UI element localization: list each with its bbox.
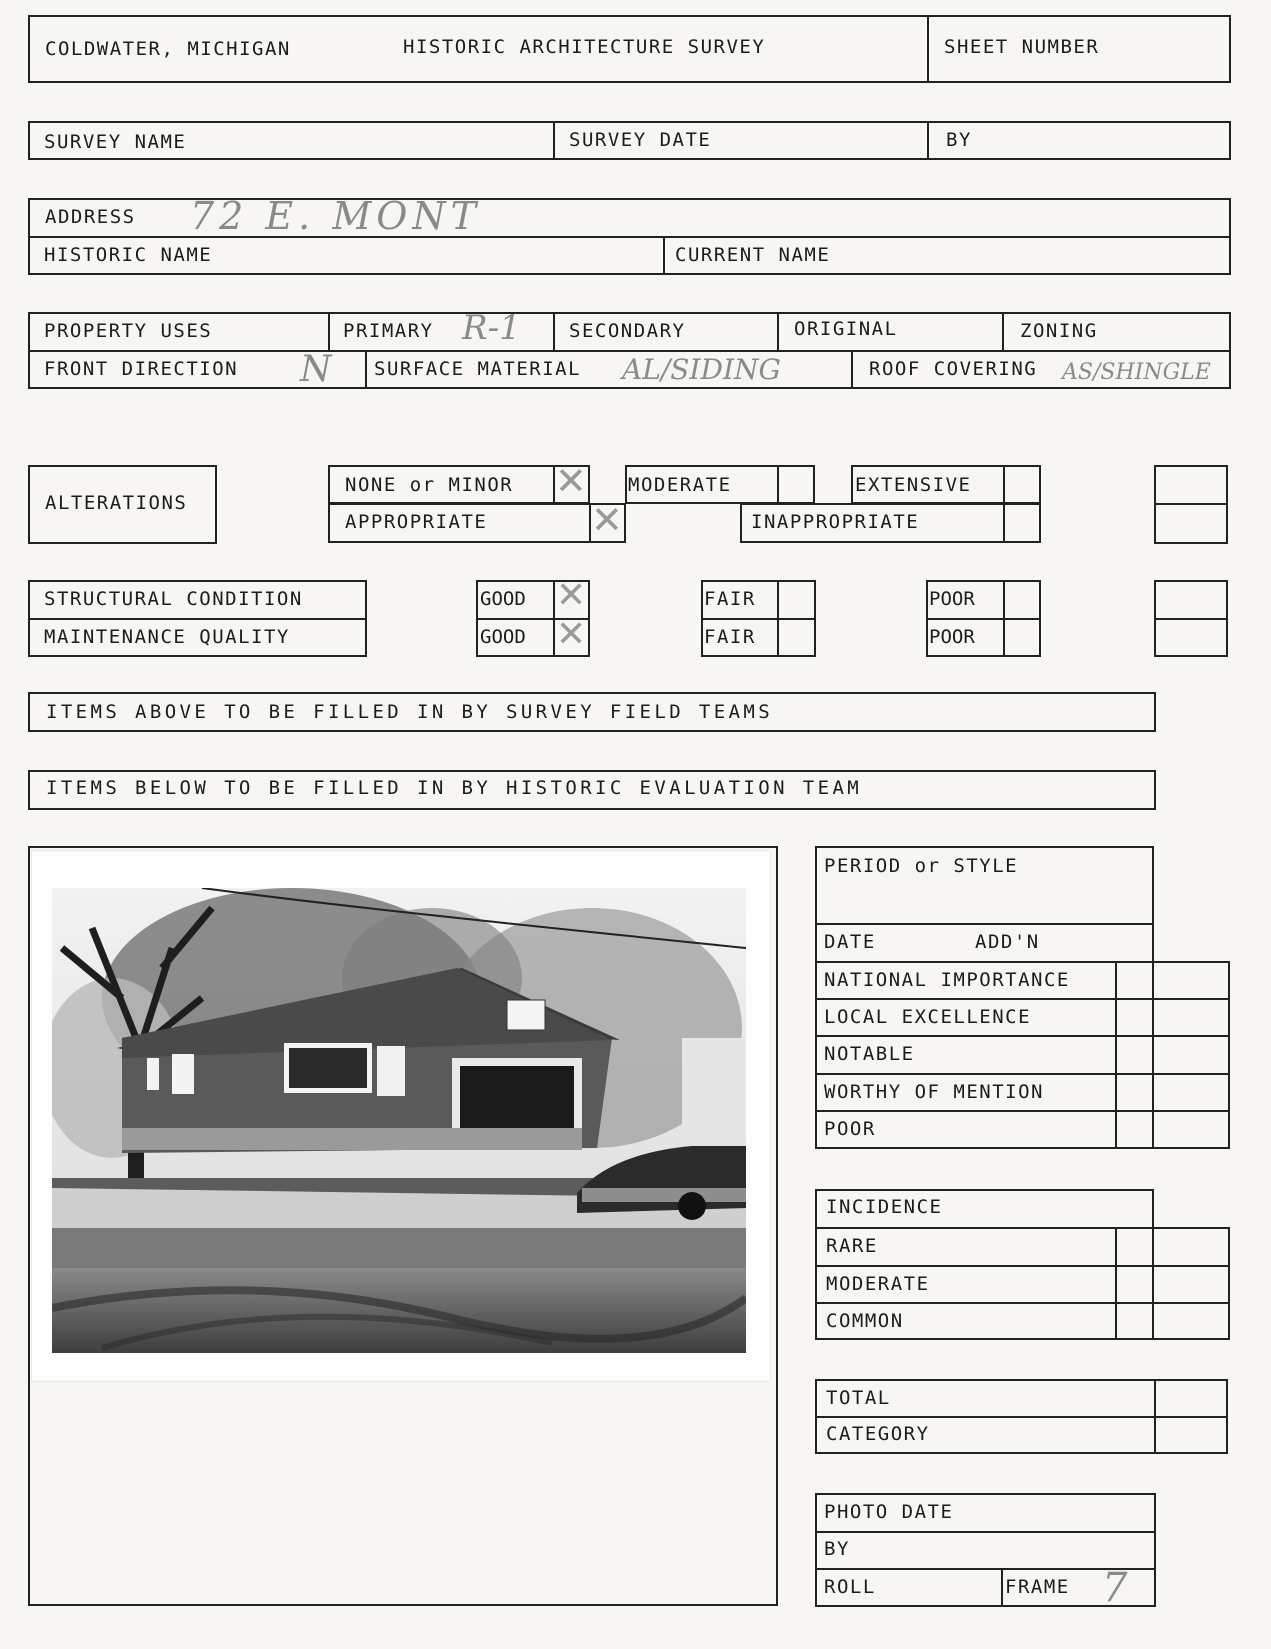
eval-div-7 (815, 1147, 1230, 1149)
prop-div-1 (328, 312, 330, 350)
prop-div-5 (365, 350, 367, 389)
eval-div-5 (815, 1073, 1230, 1075)
structural-fair-label: FAIR (704, 588, 756, 610)
eval-div-6 (815, 1110, 1230, 1112)
incidence-moderate-label: MODERATE (826, 1273, 930, 1295)
primary-value: R-1 (462, 308, 521, 348)
good-check-divider (553, 580, 555, 657)
eval-div-2 (815, 961, 1230, 963)
total-label: TOTAL (826, 1387, 891, 1409)
maintenance-fair-label: FAIR (704, 626, 756, 648)
alterations-label: ALTERATIONS (45, 492, 188, 514)
house-photograph (52, 888, 746, 1353)
alt-score-divider (1154, 503, 1228, 505)
incidence-label: INCIDENCE (826, 1196, 943, 1218)
survey-divider-2 (927, 121, 929, 160)
addn-label: ADD'N (975, 931, 1040, 953)
alt-ext-check-divider (1003, 465, 1005, 504)
roof-covering-label: ROOF COVERING (869, 358, 1038, 380)
property-uses-label: PROPERTY USES (44, 320, 213, 342)
eval-div-3 (815, 998, 1230, 1000)
category-label: CATEGORY (826, 1423, 930, 1445)
survey-title: HISTORIC ARCHITECTURE SURVEY (403, 36, 766, 58)
frame-label: FRAME (1005, 1576, 1070, 1598)
alt-moderate-label: MODERATE (628, 474, 732, 496)
roll-label: ROLL (824, 1576, 876, 1598)
photo-by-label: BY (824, 1538, 850, 1560)
totals-divider (815, 1416, 1228, 1418)
survey-name-label: SURVEY NAME (44, 131, 187, 153)
alt-appropriate-label: APPROPRIATE (345, 511, 488, 533)
structural-condition-label: STRUCTURAL CONDITION (44, 588, 303, 610)
eval-check-col-left (1115, 961, 1117, 1149)
worthy-of-mention-label: WORTHY OF MENTION (824, 1081, 1044, 1103)
eval-poor-label: POOR (824, 1118, 876, 1140)
secondary-label: SECONDARY (569, 320, 686, 342)
alt-mod-check-divider (777, 465, 779, 504)
inc-check-col-left (1115, 1227, 1117, 1340)
survey-divider-1 (553, 121, 555, 160)
condition-labels-divider (28, 618, 367, 620)
names-divider (663, 236, 665, 275)
period-style-label: PERIOD or STYLE (824, 855, 1019, 877)
roll-frame-divider (1001, 1568, 1003, 1607)
maintenance-poor-label: POOR (929, 626, 975, 648)
historic-name-label: HISTORIC NAME (44, 244, 213, 266)
alt-none-minor-label: NONE or MINOR (345, 474, 514, 496)
sheet-number-label: SHEET NUMBER (944, 36, 1100, 58)
alt-appropriate-check[interactable]: ✕ (591, 498, 623, 542)
surface-material-value: AL/SIDING (622, 353, 781, 386)
alt-extensive-label: EXTENSIVE (855, 474, 972, 496)
date-label: DATE (824, 931, 876, 953)
fair-check-divider (777, 580, 779, 657)
maintenance-quality-label: MAINTENANCE QUALITY (44, 626, 290, 648)
alt-none-check[interactable]: ✕ (555, 459, 587, 503)
structural-good-label: GOOD (480, 588, 526, 610)
inc-div-4 (815, 1338, 1230, 1340)
zoning-label: ZONING (1020, 320, 1098, 342)
local-excellence-label: LOCAL EXCELLENCE (824, 1006, 1032, 1028)
inc-div-3 (815, 1302, 1230, 1304)
front-direction-label: FRONT DIRECTION (44, 358, 239, 380)
notable-label: NOTABLE (824, 1043, 915, 1065)
poor-divider (926, 618, 1041, 620)
poor-check-divider (1003, 580, 1005, 657)
eval-div-1 (815, 923, 1154, 925)
primary-label: PRIMARY (343, 320, 434, 342)
maintenance-good-label: GOOD (480, 626, 526, 648)
header-divider (927, 15, 929, 83)
structural-poor-label: POOR (929, 588, 975, 610)
frame-value: 7 (1102, 1565, 1128, 1611)
photo-date-label: PHOTO DATE (824, 1501, 954, 1523)
prop-div-2 (553, 312, 555, 350)
original-label: ORIGINAL (794, 318, 898, 340)
property-row-divider (28, 350, 1231, 352)
survey-by-label: BY (946, 129, 972, 151)
inc-div-1 (815, 1227, 1230, 1229)
inc-check-col-right (1228, 1227, 1230, 1340)
maintenance-good-check[interactable]: ✕ (556, 614, 587, 655)
address-value: 72 E. MONT (190, 194, 481, 238)
alt-inappropriate-label: INAPPROPRIATE (751, 511, 920, 533)
surface-material-label: SURFACE MATERIAL (374, 358, 582, 380)
items-above-note: ITEMS ABOVE TO BE FILLED IN BY SURVEY FIELD TEAMS (46, 701, 774, 723)
alt-inappr-check-divider (1003, 503, 1005, 543)
current-name-label: CURRENT NAME (675, 244, 831, 266)
address-label: ADDRESS (45, 206, 136, 228)
totals-col-divider (1154, 1379, 1156, 1454)
roof-covering-value: AS/SHINGLE (1062, 360, 1211, 385)
survey-date-label: SURVEY DATE (569, 129, 712, 151)
prop-div-4 (1002, 312, 1004, 350)
fair-divider (701, 618, 816, 620)
items-below-note: ITEMS BELOW TO BE FILLED IN BY HISTORIC EVALUATION TEAM (46, 777, 863, 799)
prop-div-3 (777, 312, 779, 350)
common-label: COMMON (826, 1310, 904, 1332)
national-importance-label: NATIONAL IMPORTANCE (824, 969, 1070, 991)
front-direction-value: N (300, 349, 332, 390)
structural-good-check[interactable]: ✕ (556, 575, 587, 616)
rare-label: RARE (826, 1235, 878, 1257)
condition-score-divider (1154, 618, 1228, 620)
prop-div-6 (851, 350, 853, 389)
photo-info-div-1 (815, 1531, 1156, 1533)
city-label: COLDWATER, MICHIGAN (45, 38, 291, 60)
eval-div-4 (815, 1035, 1230, 1037)
inc-div-2 (815, 1265, 1230, 1267)
eval-check-col-right (1228, 961, 1230, 1149)
